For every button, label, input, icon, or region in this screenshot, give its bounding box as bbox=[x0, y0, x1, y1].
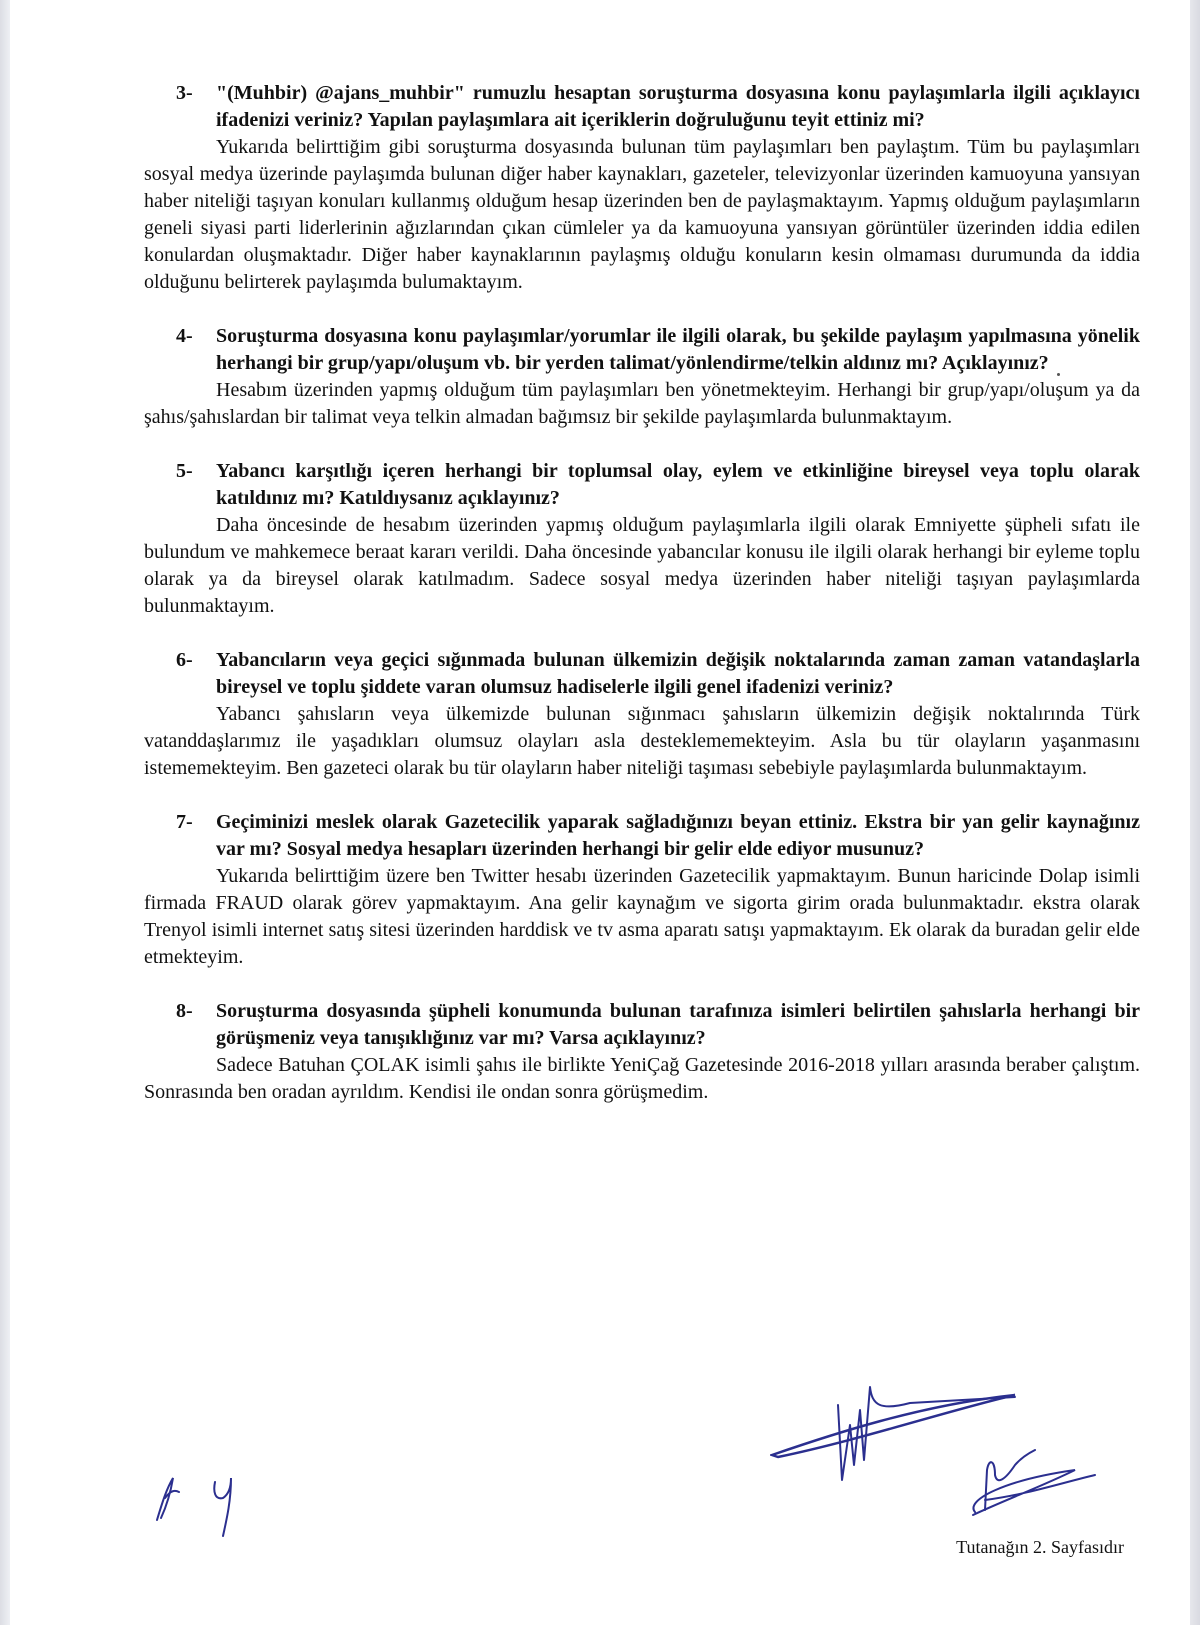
qa-item-6 bbox=[144, 647, 1140, 782]
answer-text: Yabancı şahısların veya ülkemizde bulunan sığınmacı şahısların ülkemizin değişik noktalırında Türk vatanddaşlarımız ile yaşadıkları olumsuz olayları asla desteklememekteyim. Asla bu tür olayların yaşanmasını istememekteyim. Ben gazeteci olarak bu tür olayların haber niteliği taşıması sebebiyle paylaşımlarda bulunmaktayım. bbox=[144, 703, 1140, 779]
question bbox=[144, 809, 1140, 863]
question-text: Soruşturma dosyasına konu paylaşımlar/yorumlar ile ilgili olarak, bu şekilde paylaşım yapılmasına yönelik herhangi bir grup/yapı/oluşum vb. bir yerden talimat/yönlendirme/telkin aldınız mı? Açıklayınız? bbox=[216, 325, 1140, 374]
question-number: 4- bbox=[176, 325, 193, 347]
question-text: "(Muhbir) @ajans_muhbir" rumuzlu hesaptan soruşturma dosyasına konu paylaşımlarla ilgili açıklayıcı ifadenizi veriniz? Yapılan paylaşımlara ait içeriklerin doğruluğunu teyit ettiniz mi? bbox=[216, 82, 1140, 131]
answer-text: Daha öncesinde de hesabım üzerinden yapmış olduğum paylaşımlarla ilgili olarak Emniyette şüpheli sıfatı ile bulundum ve mahkemece beraat kararı verildi. Daha öncesinde yabancılar konusu ile ilgili olarak herhangi bir eyleme toplu olarak ya da bireysel olarak katılmadım. Sadece sosyal medya üzerinden haber niteliği taşıyan paylaşımlarda bulunmaktayım. bbox=[144, 514, 1140, 617]
question-text: Geçiminizi meslek olarak Gazetecilik yaparak sağladığınızı beyan ettiniz. Ekstra bir yan gelir kaynağınız var mı? Sosyal medya hesapları üzerinden herhangi bir gelir elde ediyor musunuz? bbox=[216, 811, 1140, 860]
question bbox=[144, 998, 1140, 1052]
document-page bbox=[10, 0, 1190, 1625]
answer-text: Yukarıda belirttiğim gibi soruşturma dosyasında bulunan tüm paylaşımları ben paylaştım. Tüm bu paylaşımları sosyal medya üzerinde paylaşımda bulunan diğer haber kaynakları, gazeteler, televizyonlar üzerinden kamuoyuna yansıyan haber niteliği taşıyan konuları kullanmış olduğum hesap üzerinden ben de paylaşmaktayım. Yapmış olduğum paylaşımların geneli siyasi parti liderlerinin ağızlarından çıkan cümleler ya da kamuoyuna yansıyan görüntüler üzerinden iddia edilen konulardan oluşmaktadır. Diğer haber kaynaklarının paylaşmış olduğu konuların kesin olmaması durumunda da iddia olduğunu belirterek paylaşımda bulumaktayım. bbox=[144, 136, 1140, 293]
page-footer: Tutanağın 2. Sayfasıdır bbox=[956, 1537, 1124, 1557]
answer-text: Hesabım üzerinden yapmış olduğum tüm paylaşımları ben yönetmekteyim. Herhangi bir grup/yapı/oluşum ya da şahıs/şahıslardan bir talimat veya telkin almadan bağımsız bir şekilde paylaşımlarda bulunmaktayım. bbox=[144, 379, 1140, 428]
qa-item-5 bbox=[144, 458, 1140, 620]
question bbox=[144, 647, 1140, 701]
answer-text: Yukarıda belirttiğim üzere ben Twitter hesabı üzerinden Gazetecilik yapmaktayım. Bunun haricinde Dolap isimli firmada FRAUD olarak görev yapmaktayım. Ana gelir kaynağım ve sigorta girim orada bulunmaktadır. ekstra olarak Trenyol isimli internet satış sitesi üzerinden harddisk ve tv asma aparatı satışı yapmaktayım. Ek olarak da buradan gelir elde etmekteyim. bbox=[144, 865, 1140, 968]
scan-speck bbox=[1057, 373, 1060, 376]
question-number: 6- bbox=[176, 649, 193, 671]
question-number: 5- bbox=[176, 460, 193, 482]
qa-item-4 bbox=[144, 323, 1140, 431]
qa-item-8 bbox=[144, 998, 1140, 1106]
question-text: Yabancı karşıtlığı içeren herhangi bir toplumsal olay, eylem ve etkinliğine bireysel veya toplu olarak katıldınız mı? Katıldıysanız açıklayınız? bbox=[216, 460, 1140, 509]
initials-signature-icon bbox=[145, 1460, 265, 1540]
second-signature-icon bbox=[965, 1440, 1105, 1520]
qa-item-3 bbox=[144, 80, 1140, 296]
qa-item-7 bbox=[144, 809, 1140, 971]
question-number: 7- bbox=[176, 811, 193, 833]
question-number: 8- bbox=[176, 1000, 193, 1022]
page-edge-left bbox=[0, 0, 10, 1625]
question bbox=[144, 458, 1140, 512]
answer-text: Sadece Batuhan ÇOLAK isimli şahıs ile birlikte YeniÇağ Gazetesinde 2016-2018 yılları arasında beraber çalıştım. Sonrasında ben oradan ayrıldım. Kendisi ile ondan sonra görüşmedim. bbox=[144, 1054, 1140, 1103]
page-edge-right bbox=[1190, 0, 1200, 1625]
question bbox=[144, 323, 1140, 377]
question bbox=[144, 80, 1140, 134]
question-number: 3- bbox=[176, 82, 193, 104]
question-text: Yabancıların veya geçici sığınmada bulunan ülkemizin değişik noktalarında zaman zaman vatandaşlarla bireysel ve toplu şiddete varan olumsuz hadiselerle ilgili genel ifadenizi veriniz? bbox=[216, 649, 1140, 698]
question-text: Soruşturma dosyasında şüpheli konumunda bulunan tarafınıza isimleri belirtilen şahıslarla herhangi bir görüşmeniz veya tanışıklığınız var mı? Varsa açıklayınız? bbox=[216, 1000, 1140, 1049]
statement-content bbox=[144, 80, 1140, 1133]
